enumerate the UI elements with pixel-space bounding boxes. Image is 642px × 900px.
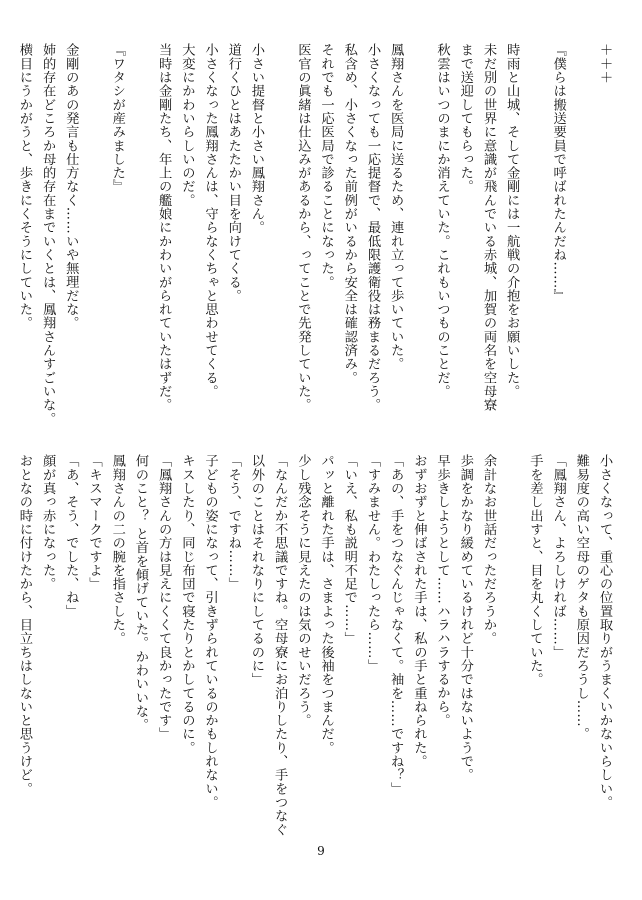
- text-column: 私含め、小さくなった前例がいるから安全は確認済み。: [341, 43, 357, 385]
- text-column: 難易度の高い空母のゲタも原因だろうし……。: [573, 454, 589, 741]
- text-column: 未だ別の世界に意識が飛んでいる赤城、加賀の両名を空母寮: [480, 43, 496, 412]
- blank-column: [570, 43, 593, 401]
- text-column: 大変にかわいらしいのだ。: [179, 43, 195, 207]
- text-column: おずおずと伸ばされた手は、私の手と重ねられた。: [411, 454, 427, 768]
- text-column: 少し残念そうに見えたのは気のせいだろう。: [295, 454, 311, 727]
- text-column: まで送迎してもらった。: [457, 43, 473, 194]
- text-column: 「いえ、私も説明不足で……」: [341, 454, 357, 646]
- text-column: 「そう、ですね……」: [225, 454, 241, 591]
- text-column: 姉的存在どころか母的存在までいくとは、鳳翔さんすごいな。: [40, 43, 56, 426]
- blank-column: [129, 43, 152, 401]
- text-column: 手を差し出すと、目を丸くしていた。: [527, 454, 543, 687]
- text-column: 「キスマークですよ」: [86, 454, 102, 591]
- text-column: 鳳翔さんの二の腕を指さした。: [109, 454, 125, 646]
- text-column: 「あの、手をつなぐんじゃなくて。袖を……ですね？」: [388, 454, 404, 796]
- blank-column: [268, 43, 291, 401]
- text-column: 道行くひとはあたたかい目を向けてくる。: [225, 43, 241, 303]
- text-column: 小さい提督と小さい鳳翔さん。: [248, 43, 264, 235]
- blank-column: [407, 43, 430, 401]
- text-column: 小さくなっても一応提督で、最低限護衛役は務まるだろう。: [364, 43, 380, 412]
- text-column: 顔が真っ赤になった。: [40, 454, 56, 591]
- text-column: 「鳳翔さんの方は見えにくくて良かったです」: [156, 454, 172, 741]
- text-column: 小さくなった鳳翔さんは、守らなくちゃと思わせてくる。: [202, 43, 218, 398]
- upper-text-block: [16, 43, 616, 426]
- text-column: 余計なお世話だっただろうか。: [480, 454, 496, 646]
- text-column: 金剛のあの発言も仕方なく……いや無理だな。: [63, 43, 79, 330]
- text-column: 『僕らは搬送要員で呼ばれたんだね……』: [550, 43, 566, 303]
- text-column: ＋＋＋: [597, 43, 612, 84]
- page-number: 9: [317, 844, 325, 858]
- text-column: 「すみません。わたしったら……」: [364, 454, 380, 673]
- blank-column: [82, 43, 105, 401]
- text-column: 小さくなって、重心の位置取りがうまくいかないらしい。: [597, 454, 612, 809]
- text-column: 『ワタシが産みました』: [109, 43, 125, 194]
- text-column: 当時は金剛たち、年上の艦娘にかわいがられていたはずだ。: [156, 43, 172, 412]
- text-column: それでも一応医局で診ることになった。: [318, 43, 334, 289]
- text-column: 鳳翔さんを医局に送るため、連れ立って歩いていた。: [388, 43, 404, 371]
- text-column: おとなの時に付けたから、目立ちはしないと思うけど。: [16, 454, 32, 796]
- text-column: 以外のことはそれなりにしてるのに」: [248, 454, 264, 687]
- blank-column: [523, 43, 546, 401]
- text-column: キスしたり、同じ布団で寝たりとかしてるのに。: [179, 454, 195, 755]
- text-column: 歩調をかなり緩めているけれど十分ではないようで。: [457, 454, 473, 782]
- text-column: 「鳳翔さん、よろしければ……」: [550, 454, 566, 659]
- text-column: 早歩きしようとして……ハラハラするから。: [434, 454, 450, 727]
- text-column: 「なんだか不思議ですね。空母寮にお泊りしたり、手をつなぐ: [272, 454, 288, 837]
- text-column: 時雨と山城、そして金剛には一航戦の介抱をお願いした。: [504, 43, 520, 398]
- text-column: 何のこと？ と首を傾げていた。かわいいな。: [132, 454, 148, 732]
- blank-column: [500, 454, 523, 814]
- text-column: 子どもの姿になって、引きずられているのかもしれない。: [202, 454, 218, 809]
- lower-text-block: [16, 454, 616, 837]
- text-column: 「あ、そう、でした、ね」: [63, 454, 79, 618]
- text-column: 医官の眞緒は仕込みがあるから、ってことで先発していた。: [295, 43, 311, 412]
- text-column: 横目にうかがうと、歩きにくそうにしていた。: [16, 43, 32, 330]
- text-column: パッと離れた手は、さまよった後袖をつまんだ。: [318, 454, 334, 755]
- text-column: 秋雲はいつのまにか消えていた。これもいつものことだ。: [434, 43, 450, 398]
